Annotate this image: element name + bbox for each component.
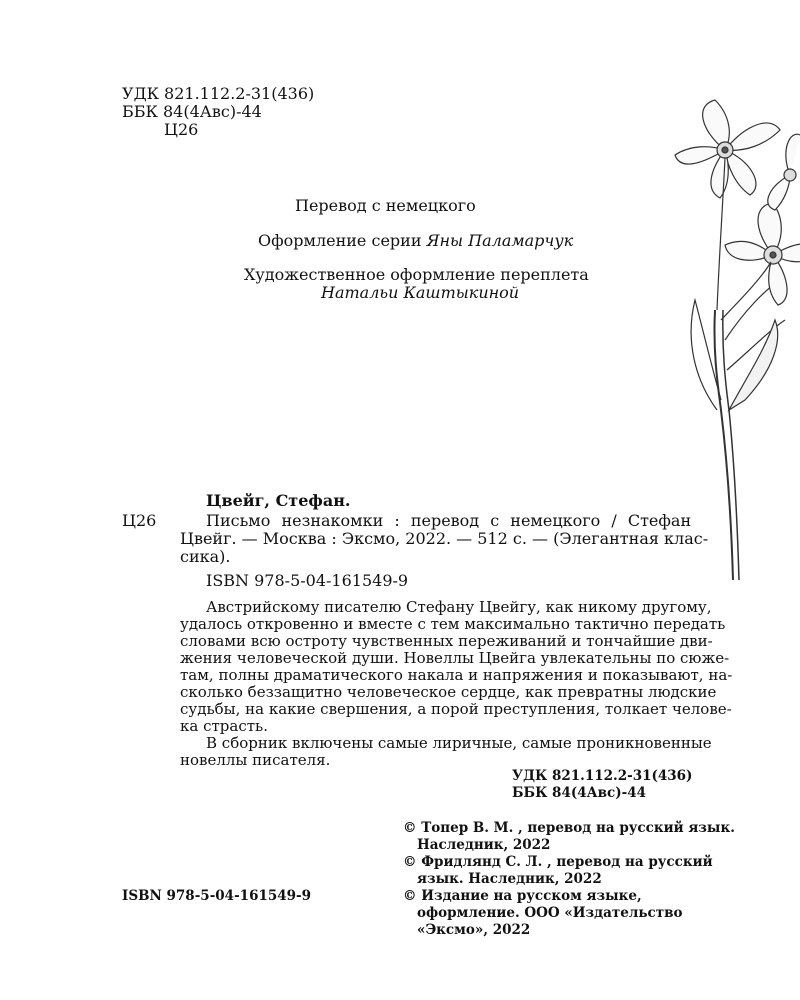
isbn-footer: ISBN 978-5-04-161549-9 [122, 888, 312, 904]
catalog-isbn: ISBN 978-5-04-161549-9 [206, 571, 409, 590]
catalog-sign: Ц26 [122, 511, 157, 530]
series-design-name: Яны Паламарчук [426, 231, 574, 250]
annotation-line: там, полны драматического накала и напряжения и показывают, на- [180, 666, 733, 684]
annotation-line: Австрийскому писателю Стефану Цвейгу, как никому другому, [206, 598, 712, 616]
udk-code-bottom: УДК 821.112.2-31(436) [512, 768, 693, 784]
annotation-line: ка страсть. [180, 717, 268, 735]
bbk-code-bottom: ББК 84(4Авс)-44 [512, 785, 646, 801]
catalog-entry-line: Письмо незнакомки : перевод с немецкого / Стефан [206, 511, 692, 530]
narcissus-flower-icon [655, 80, 800, 580]
copyright-line: Наследник, 2022 [417, 837, 551, 853]
catalog-heading: Цвейг, Стефан. [206, 491, 351, 510]
series-design-label: Оформление серии [258, 231, 422, 250]
copyright-line: © Издание на русском языке, [403, 888, 642, 904]
annotation-line: новеллы писателя. [180, 751, 331, 769]
cover-design-name: Натальи Каштыкиной [321, 283, 520, 302]
copyright-line: «Эксмо», 2022 [417, 922, 531, 938]
udk-code: УДК 821.112.2-31(436) [122, 84, 315, 103]
annotation-line: словами всю остроту чувственных переживаний и тончайшие дви- [180, 632, 713, 650]
catalog-entry-line: сика). [180, 547, 231, 566]
author-sign: Ц26 [164, 120, 199, 139]
annotation-line: жения человеческой души. Новеллы Цвейга увлекательны по сюже- [180, 649, 730, 667]
annotation-line: судьбы, на какие свершения, а порой преступления, толкает челове- [180, 700, 732, 718]
catalog-entry-line: Цвейг. — Москва : Эксмо, 2022. — 512 с. — (Элегантная клас- [180, 529, 709, 548]
annotation-line: В сборник включены самые лиричные, самые проникновенные [206, 734, 712, 752]
series-design-credit [258, 231, 573, 251]
cover-design-label: Художественное оформление переплета [244, 265, 589, 284]
annotation-line: удалось откровенно и вместе с тем максимально тактично передать [180, 615, 726, 633]
translation-note: Перевод с немецкого [295, 196, 476, 215]
copyright-line: язык. Наследник, 2022 [417, 871, 602, 887]
copyright-line: оформление. ООО «Издательство [417, 905, 683, 921]
copyright-line: © Топер В. М. , перевод на русский язык. [403, 820, 735, 836]
copyright-line: © Фридлянд С. Л. , перевод на русский [403, 854, 713, 870]
bbk-code: ББК 84(4Авс)-44 [122, 102, 262, 121]
annotation-line: сколько беззащитно человеческое сердце, как превратны людские [180, 683, 717, 701]
